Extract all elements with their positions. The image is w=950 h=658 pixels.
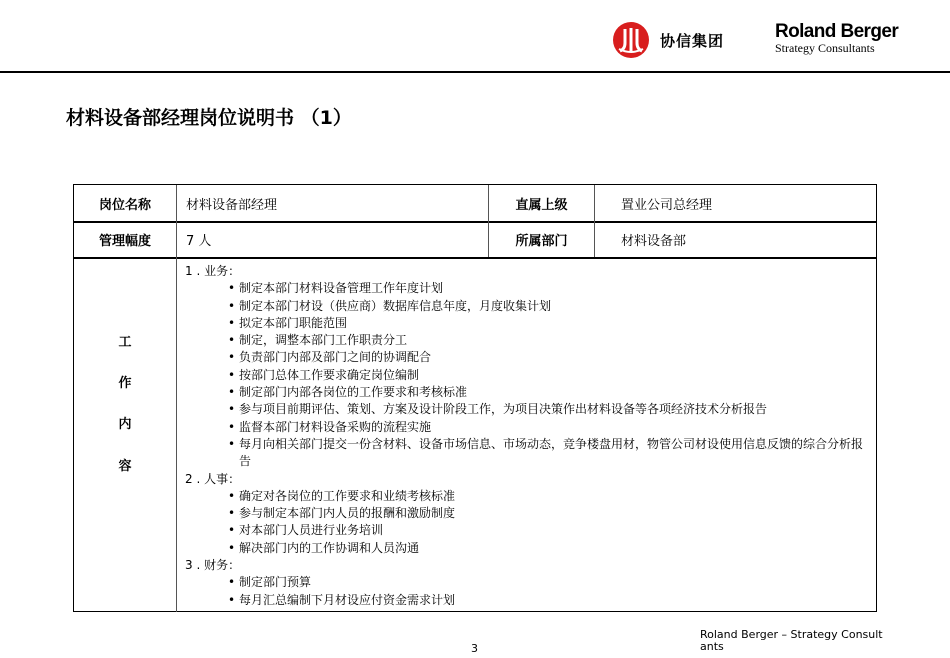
page-number: 3 [471,642,478,655]
xiexin-logo-icon [612,21,650,59]
label-position-name: 岗位名称 [98,197,151,213]
work-content [177,263,877,609]
personnel-duties-list [177,488,877,557]
rb-logo-name: Roland Berger [775,21,899,42]
list-item: • 制定，调整本部门工作职责分工 [229,332,877,349]
list-item: • 按部门总体工作要求确定岗位编制 [229,367,877,384]
business-duties-list [177,280,877,470]
list-item: • 对本部门人员进行业务培训 [229,522,877,539]
work-label-char-3: 内 [118,417,132,432]
xiexin-logo [612,22,724,58]
label-department: 所属部门 [515,234,568,249]
roland-berger-logo [775,22,898,54]
work-label-char-2: 作 [118,376,132,391]
list-item: • 参与制定本部门内人员的报酬和激励制度 [229,505,877,522]
row-divider-2 [74,257,877,259]
job-description-table [73,184,877,612]
value-position-name: 材料设备部经理 [186,197,278,213]
work-label-char-1: 工 [118,335,132,350]
list-item: • 每月向相关部门提交一份含材料、设备市场信息、市场动态，竞争楼盘用材，物管公司材设使用信息反馈的综合分析报告 [229,436,867,471]
page-title: 材料设备部经理岗位说明书 （1） [66,107,352,129]
list-item: • 拟定本部门职能范围 [229,315,877,332]
list-item: • 每月汇总编制下月材设应付资金需求计划 [229,592,877,609]
footer-company: Roland Berger – Strategy Consultants [700,628,883,653]
value-department: 材料设备部 [621,234,687,249]
section-heading-business: 1 . 业务： [185,264,241,278]
list-item: • 制定本部门材设（供应商）数据库信息年度，月度收集计划 [229,298,877,315]
list-item: • 参与项目前期评估、策划、方案及设计阶段工作，为项目决策作出材料设备等各项经济技术分析报告 [229,401,877,418]
header-rule [0,71,950,73]
label-direct-superior: 直属上级 [515,197,568,213]
rb-logo-subtitle: Strategy Consultants [775,41,875,55]
list-item: • 制定本部门材料设备管理工作年度计划 [229,280,877,297]
list-item: • 负责部门内部及部门之间的协调配合 [229,349,877,366]
value-management-span: 7 人 [186,234,212,249]
work-content-label [74,258,176,612]
section-heading-finance: 3 . 财务： [185,558,241,573]
company-cn-name: 协信集团 [660,31,725,50]
list-item: • 解决部门内的工作协调和人员沟通 [229,540,877,557]
value-direct-superior: 置业公司总经理 [621,197,713,213]
list-item: • 监督本部门材料设备采购的流程实施 [229,419,877,436]
finance-duties-list [177,574,877,609]
list-item: • 制定部门预算 [229,574,877,591]
list-item: • 制定部门内部各岗位的工作要求和考核标准 [229,384,877,401]
label-management-span: 管理幅度 [98,234,151,249]
work-label-char-4: 容 [118,459,132,474]
section-heading-personnel: 2 . 人事： [185,471,241,486]
list-item: • 确定对各岗位的工作要求和业绩考核标准 [229,488,877,505]
